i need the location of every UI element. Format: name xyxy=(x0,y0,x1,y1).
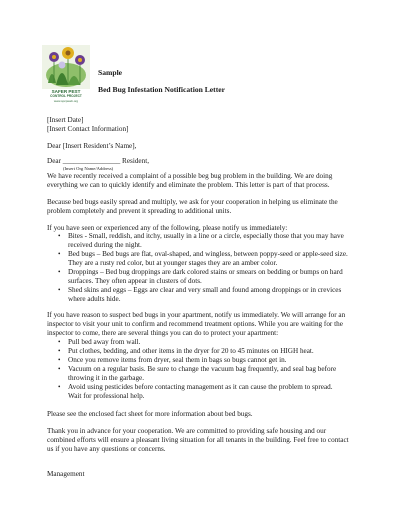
contact-field: [Insert Contact Information] xyxy=(47,125,129,133)
list-item: Once you remove items from dryer, seal them in bags so bugs cannot get in. xyxy=(68,356,287,364)
bullet-icon: • xyxy=(58,232,61,240)
bullet-icon: • xyxy=(58,356,61,364)
list-item: They are a rusty red color, but at younger stages they are an amber color. xyxy=(68,259,278,267)
paragraph-4-line: inspector to visit your unit to confirm and recommend treatment options. While you are waiting for the xyxy=(47,320,343,328)
list-item: Wait for professional help. xyxy=(68,392,145,400)
paragraph-4-line: inspector to come, there are several things you can do to protect your apartment: xyxy=(47,329,279,337)
sample-label: Sample xyxy=(98,68,123,77)
list-item: Bed bugs – Bed bugs are flat, oval-shaped, and wingless, between poppy-seed or apple-seed size. xyxy=(68,250,348,258)
org-hint: (Insert Org Name/Address) xyxy=(63,166,114,171)
list-item: surfaces. They often appear in clusters of dots. xyxy=(68,277,202,285)
list-item: Put clothes, bedding, and other items in the dryer for 20 to 45 minutes on HIGH heat. xyxy=(68,347,314,355)
list-item: Vacuum on a regular basis. Be sure to change the vacuum bag frequently, and seal bag before xyxy=(68,365,337,373)
salutation-org: Dear ________________ Resident, xyxy=(47,157,150,165)
paragraph-1-line: We have recently received a complaint of a possible beg bug problem in the building. We are doing xyxy=(47,172,333,180)
list-item: received during the night. xyxy=(68,241,142,249)
bullet-icon: • xyxy=(58,347,61,355)
logo-text-name: SAFER PEST xyxy=(51,89,81,94)
list-item: Avoid using pesticides before contacting management as it can cause the problem to spread. xyxy=(68,383,333,391)
paragraph-3-line: If you have seen or experienced any of the following, please notify us immediately: xyxy=(47,224,288,232)
list-item: Droppings – Bed bug droppings are dark colored stains or smears on bedding or bumps on hard xyxy=(68,268,343,276)
paragraph-4-line: If you have reason to suspect bed bugs in your apartment, notify us immediately. We will arrange for an xyxy=(47,311,346,319)
paragraph-5-line: Please see the enclosed fact sheet for more information about bed bugs. xyxy=(47,410,253,418)
list-item: throwing it in the garbage. xyxy=(68,374,145,382)
bullet-icon: • xyxy=(58,365,61,373)
letter-title: Bed Bug Infestation Notification Letter xyxy=(98,85,225,94)
paragraph-6-line: combined efforts will ensure a pleasant living situation for all tenants in the building. Feel free to contact xyxy=(47,436,349,444)
list-item: Bites - Small, reddish, and itchy, usually in a line or a circle, especially those that you may have xyxy=(68,232,344,240)
paragraph-6-line: us if you have any questions or concerns. xyxy=(47,445,166,453)
logo-text-url: www.spcpweb.org xyxy=(53,99,79,103)
paragraph-6-line: Thank you in advance for your cooperation. We are committed to providing safe housing and our xyxy=(47,427,327,435)
list-item: Shed skins and eggs – Eggs are clear and very small and found among droppings or in crevices xyxy=(68,286,342,294)
bullet-icon: • xyxy=(58,286,61,294)
logo-text-project: CONTROL PROJECT xyxy=(50,94,82,98)
paragraph-2-line: problem completely and prevent it spreading to additional units. xyxy=(47,207,232,215)
bullet-icon: • xyxy=(58,338,61,346)
bullet-icon: • xyxy=(58,383,61,391)
salutation-resident: Dear [Insert Resident’s Name], xyxy=(47,142,137,150)
list-item: where adults hide. xyxy=(68,295,121,303)
paragraph-2-line: Because bed bugs easily spread and multiply, we ask for your cooperation in helping us eliminate the xyxy=(47,198,338,206)
paragraph-1-line: everything we can to quickly identify and eliminate the problem. This letter is part of that process. xyxy=(47,181,330,189)
bullet-icon: • xyxy=(58,268,61,276)
date-field: [Insert Date] xyxy=(47,116,84,124)
list-item: Pull bed away from wall. xyxy=(68,338,141,346)
signoff: Management xyxy=(47,470,85,478)
bullet-icon: • xyxy=(58,250,61,258)
